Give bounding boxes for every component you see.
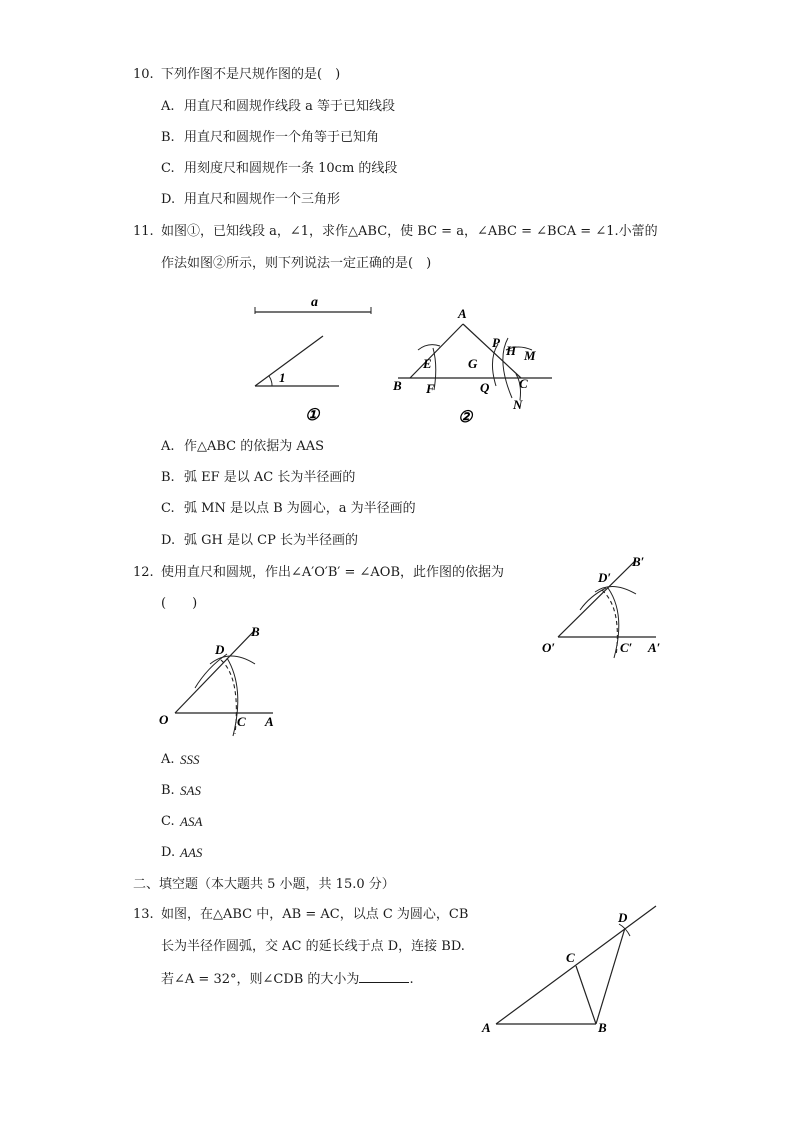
fig2-label-G: G <box>468 356 478 371</box>
q12-option-a-letter: A. <box>161 752 175 767</box>
q11-option-d-letter: D. <box>161 533 176 548</box>
q13-label-A: A <box>482 1020 491 1035</box>
q12-left-label-D: D <box>215 642 225 657</box>
q12-option-d-letter: D. <box>161 845 176 860</box>
q12-right-label-A: A′ <box>648 640 661 655</box>
q11-figure-2 <box>388 300 558 430</box>
q12-left-label-O: O <box>159 712 169 727</box>
q13-number: 13. <box>133 907 154 922</box>
fig2-label-E: E <box>423 356 432 371</box>
q10-option-c: 用刻度尺和圆规作一条 10cm 的线段 <box>184 161 398 176</box>
q12-figure-right <box>540 548 675 663</box>
q11-option-a: 作△ABC 的依据为 AAS <box>184 439 325 454</box>
q12-figure-left <box>155 618 290 743</box>
q13-label-B: B <box>598 1020 607 1035</box>
q10-stem: 下列作图不是尺规作图的是( ) <box>161 67 341 82</box>
q11-option-c-letter: C. <box>161 501 175 516</box>
fig2-label-Q: Q <box>480 380 490 395</box>
q13-line3 <box>161 970 414 989</box>
q13-line1: 如图，在△ABC 中，AB = AC，以点 C 为圆心，CB <box>161 907 469 922</box>
q11-option-c: 弧 MN 是以点 B 为圆心，a 为半径画的 <box>184 501 416 516</box>
q12-option-a: SSS <box>180 752 200 767</box>
fig2-label-F: F <box>426 381 435 396</box>
q10-option-d-letter: D. <box>161 192 176 207</box>
q11-option-b: 弧 EF 是以 AC 长为半径画的 <box>184 470 356 485</box>
section-title: 二、填空题（本大题共 5 小题，共 15.0 分） <box>133 877 395 892</box>
q12-option-d: AAS <box>180 845 203 860</box>
q12-right-label-B: B′ <box>632 554 645 569</box>
fig2-label-P: P <box>492 335 500 350</box>
q11-option-d: 弧 GH 是以 CP 长为半径画的 <box>184 533 358 548</box>
q10-option-d: 用直尺和圆规作一个三角形 <box>184 192 341 207</box>
q11-option-b-letter: B. <box>161 470 175 485</box>
q12-paren: ( ) <box>161 596 198 611</box>
q12-option-b-letter: B. <box>161 783 175 798</box>
q12-left-label-A: A <box>265 714 274 729</box>
fig2-label-N: N <box>513 397 523 412</box>
q12-stem: 使用直尺和圆规，作出∠A′O′B′ = ∠AOB，此作图的依据为 <box>161 565 504 580</box>
fig2-label-A: A <box>458 306 467 321</box>
q10-option-b: 用直尺和圆规作一个角等于已知角 <box>184 130 380 145</box>
q12-left-label-B: B <box>251 624 260 639</box>
q10-number: 10. <box>133 67 154 82</box>
q12-number: 12. <box>133 565 154 580</box>
q13-line2: 长为半径作圆弧，交 AC 的延长线于点 D，连接 BD. <box>161 939 465 954</box>
q12-right-label-O: O′ <box>542 640 556 655</box>
q12-right-label-C: C′ <box>620 640 633 655</box>
q12-left-label-C: C <box>237 714 246 729</box>
fig2-label-H: H <box>506 343 517 358</box>
fig1-label-a: a <box>311 295 318 310</box>
q11-option-a-letter: A. <box>161 439 175 454</box>
fig2-caption: ② <box>458 409 473 426</box>
fig1-caption: ① <box>305 407 320 424</box>
q13-line3-end: . <box>409 972 414 987</box>
answer-blank[interactable] <box>359 970 409 983</box>
q11-number: 11. <box>133 224 154 239</box>
q10-option-b-letter: B. <box>161 130 175 145</box>
q10-option-c-letter: C. <box>161 161 175 176</box>
fig2-label-M: M <box>524 348 536 363</box>
fig2-label-B: B <box>393 378 402 393</box>
q13-line3-text: 若∠A = 32°，则∠CDB 的大小为 <box>161 972 360 987</box>
q11-stem-line1: 如图①，已知线段 a，∠1，求作△ABC，使 BC = a，∠ABC = ∠BCA = ∠1.小蕾的 <box>161 224 658 239</box>
q12-option-c-letter: C. <box>161 814 175 829</box>
q13-label-D: D <box>618 910 628 925</box>
q10-option-a-letter: A. <box>161 99 175 114</box>
fig1-label-1: 1 <box>279 370 286 385</box>
q12-option-c: ASA <box>180 814 203 829</box>
q11-figure-1 <box>245 290 385 425</box>
q13-label-C: C <box>566 950 575 965</box>
q12-option-b: SAS <box>180 783 201 798</box>
q10-option-a: 用直尺和圆规作线段 a 等于已知线段 <box>184 99 396 114</box>
q11-stem-line2: 作法如图②所示，则下列说法一定正确的是( ) <box>161 256 432 271</box>
fig2-label-C: C <box>519 376 528 391</box>
q12-right-label-D: D′ <box>598 570 612 585</box>
q13-figure <box>478 900 663 1040</box>
